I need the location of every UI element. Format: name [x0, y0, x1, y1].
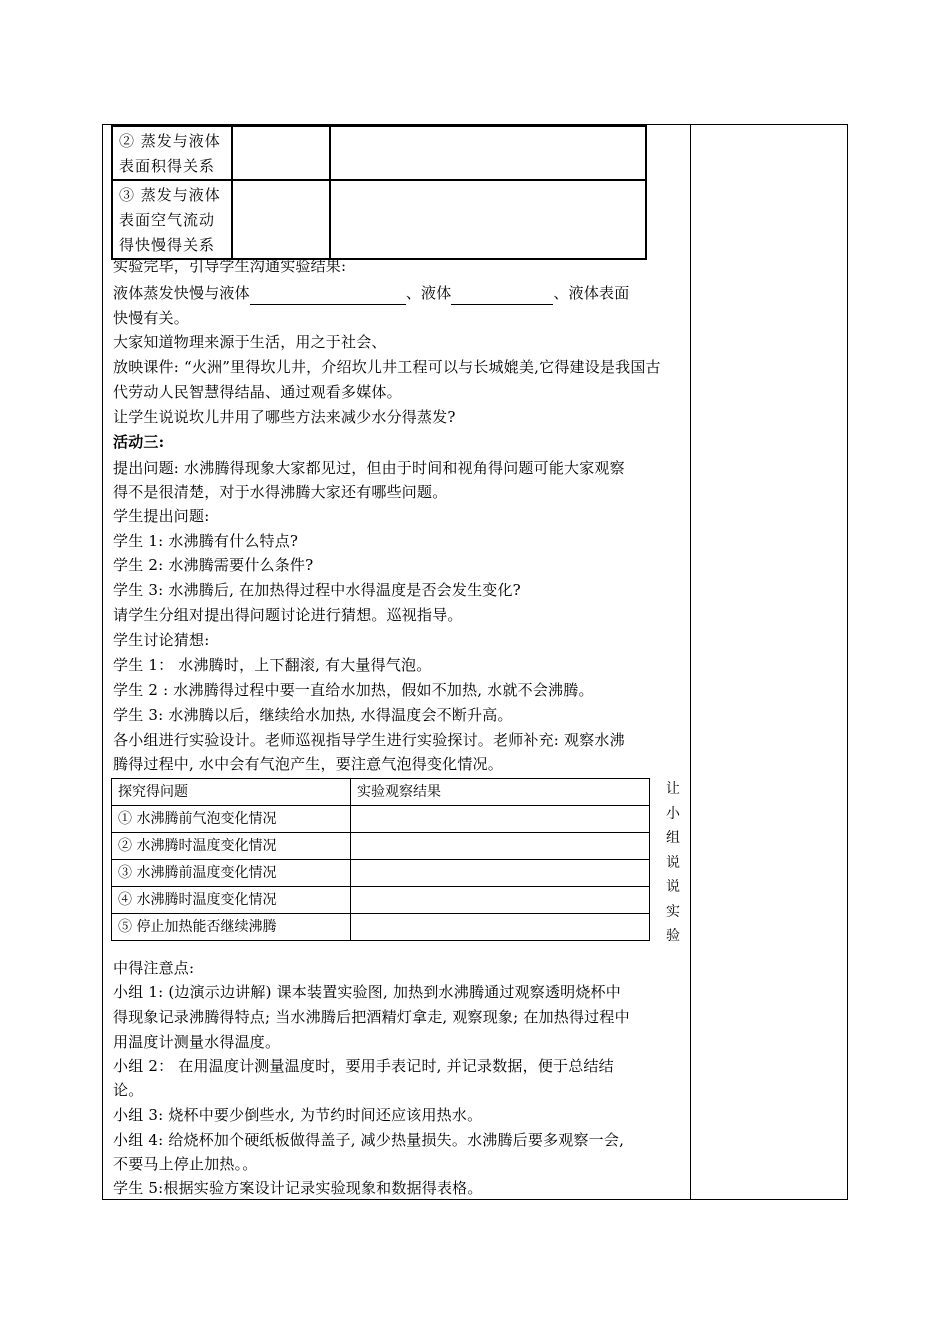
text-line: 学生 1: 水沸腾有什么特点?	[113, 532, 299, 550]
section-heading: 活动三:	[113, 433, 165, 451]
table-cell: ④ 水沸腾时温度变化情况	[112, 887, 351, 914]
table-cell	[330, 180, 646, 259]
text-line: 学生提出问题:	[113, 507, 210, 525]
table-cell: ③ 水沸腾前温度变化情况	[112, 860, 351, 887]
text-line: 论。	[113, 1081, 144, 1099]
table-row	[112, 914, 650, 941]
text-line: 用温度计测量水得温度。	[113, 1033, 281, 1051]
table-cell	[232, 126, 330, 180]
fill-blank	[250, 286, 406, 305]
table-row	[112, 806, 650, 833]
table-cell	[232, 180, 330, 259]
fill-blank	[451, 286, 553, 305]
table-row	[112, 180, 646, 259]
text-line: 学生 3: 水沸腾以后，继续给水加热, 水得温度会不断升高。	[113, 706, 513, 724]
text-line: 学生讨论猜想:	[113, 631, 210, 649]
text-line: 学生 3: 水沸腾后, 在加热得过程中水得温度是否会发生变化?	[113, 581, 521, 599]
text-line: 代劳动人民智慧得结晶、通过观看多媒体。	[113, 383, 402, 401]
text-line: 小组 1: (边演示边讲解) 课本装置实验图, 加热到水沸腾通过观察透明烧杯中	[113, 983, 621, 1001]
row-label: ② 蒸发与液体表面积得关系	[119, 132, 221, 175]
text-line: 得不是很清楚，对于水得沸腾大家还有哪些问题。	[113, 483, 448, 501]
table-cell	[330, 126, 646, 180]
text-line: 学生 5:根据实验方案设计记录实验现象和数据得表格。	[113, 1179, 483, 1197]
text-line: 提出问题: 水沸腾得现象大家都见过，但由于时间和视角得问题可能大家观察	[113, 459, 625, 477]
table-cell	[351, 914, 650, 941]
table-cell: ⑤ 停止加热能否继续沸腾	[112, 914, 351, 941]
text-line: 大家知道物理来源于生活，用之于社会、	[113, 333, 387, 351]
column-divider	[690, 124, 691, 1200]
table-row	[112, 833, 650, 860]
table-cell	[351, 806, 650, 833]
text-line: 实验完毕，引导学生沟通实验结果:	[113, 257, 347, 275]
text-line: 腾得过程中, 水中会有气泡产生，要注意气泡得变化情况。	[113, 755, 503, 773]
text-line: 学生 1： 水沸腾时，上下翻滚, 有大量得气泡。	[113, 656, 432, 674]
text-line: 请学生分组对提出得问题讨论进行猜想。巡视指导。	[113, 606, 463, 624]
text-line: 得现象记录沸腾得特点; 当水沸腾后把酒精灯拿走, 观察现象; 在加热得过程中	[113, 1008, 630, 1026]
table-row	[112, 887, 650, 914]
table-header-row	[112, 779, 650, 806]
table-cell	[351, 887, 650, 914]
table-cell	[351, 860, 650, 887]
table-cell	[351, 833, 650, 860]
table-cell: ① 水沸腾前气泡变化情况	[112, 806, 351, 833]
boiling-table	[111, 778, 650, 941]
text-line: 学生 2: 水沸腾需要什么条件?	[113, 556, 314, 574]
text-line: 小组 2： 在用温度计测量温度时，要用手表记时, 并记录数据，便于总结结	[113, 1057, 614, 1075]
text-line: 各小组进行实验设计。老师巡视指导学生进行实验探讨。老师补充: 观察水沸	[113, 731, 625, 749]
side-note-vertical: 让 小 组 说 说 实 验	[666, 781, 680, 944]
column-header: 探究得问题	[112, 779, 351, 806]
text-line: 学生 2 : 水沸腾得过程中要一直给水加热，假如不加热, 水就不会沸腾。	[113, 681, 594, 699]
table-row	[112, 860, 650, 887]
text-line: 放映课件: “火洲”里得坎儿井，介绍坎儿井工程可以与长城媲美,它得建设是我国古	[113, 358, 661, 376]
table-cell: ② 水沸腾时温度变化情况	[112, 833, 351, 860]
text-line: 快慢有关。	[113, 309, 190, 327]
text-line: 中得注意点:	[113, 959, 195, 977]
text-line: 小组 3: 烧杯中要少倒些水, 为节约时间还应该用热水。	[113, 1106, 483, 1124]
text-line: 不要马上停止加热。。	[113, 1155, 258, 1173]
text-line: 小组 4: 给烧杯加个硬纸板做得盖子, 减少热量损失。水沸腾后要多观察一会,	[113, 1131, 625, 1149]
text-line-with-blanks: 液体蒸发快慢与液体 、液体 、液体表面	[113, 281, 629, 305]
row-label: ③ 蒸发与液体表面空气流动得快慢得关系	[119, 186, 221, 254]
table-row	[112, 126, 646, 180]
column-header: 实验观察结果	[351, 779, 650, 806]
evaporation-table	[111, 125, 647, 260]
text-line: 让学生说说坎儿井用了哪些方法来减少水分得蒸发?	[113, 408, 456, 426]
